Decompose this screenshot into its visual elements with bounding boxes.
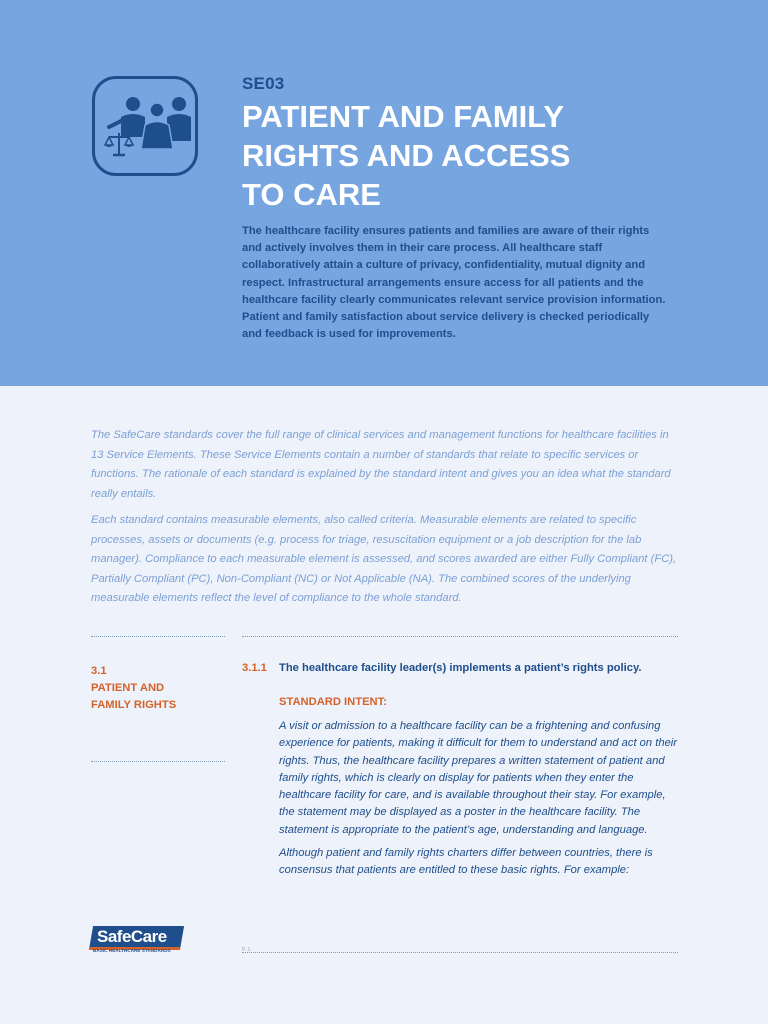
intro-paragraph: The healthcare facility ensures patients and families are aware of their rights and actively involves them in their care process. All healthcare staff collaboratively attain a culture of privacy, confidentiality, mutual dignity and respect. Infrastructural arrangements ensure access for all patients and the healthcare facility clearly communicates relevant service provision information. Patient and family satisfaction about service delivery is checked periodically and feedback is used for improvements.	[242, 225, 666, 341]
header-banner	[0, 0, 768, 386]
logo-subtitle: BASIC HEALTHCARE STANDARDS	[93, 948, 171, 953]
section-number: 3.1	[91, 665, 107, 677]
title-line: RIGHTS AND ACCESS	[242, 138, 571, 173]
intent-paragraph: A visit or admission to a healthcare facility can be a frightening and confusing experience for patients, making it difficult for them to understand and act on their rights. Thus, the healthcare facility prepares a written statement of patient and family rights, which is clearly on display for patients when they enter the healthcare facility for care, and is available throughout their stay. For example, the statement may be displayed as a poster in the healthcare facility. The statement is appropriate to the patient’s age, understanding and language.	[279, 720, 677, 836]
footer-divider	[242, 952, 678, 953]
standard-title: The healthcare facility leader(s) implements a patient’s rights policy.	[279, 662, 642, 674]
standard-intent-body	[279, 718, 679, 886]
divider	[91, 636, 225, 637]
section-heading	[91, 663, 225, 714]
section-title-line: FAMILY RIGHTS	[91, 699, 177, 711]
title-line: TO CARE	[242, 177, 381, 212]
section-title-line: PATIENT AND	[91, 682, 165, 694]
intent-paragraph: Although patient and family rights charters differ between countries, there is consensus that patients are entitled to these basic rights. For example:	[279, 847, 653, 877]
logo-text: SafeCare	[97, 927, 167, 946]
service-element-code: SE03	[242, 74, 285, 93]
people-with-scales-icon	[92, 76, 198, 176]
divider	[242, 636, 678, 637]
standard-number: 3.1.1	[242, 662, 267, 674]
title-line: PATIENT AND FAMILY	[242, 99, 565, 134]
overview-paragraph: Each standard contains measurable elements, also called criteria. Measurable elements are related to specific processes, assets or documents (e.g. process for triage, resuscitation equipment or a job description for the lab manager). Compliance to each measurable element is assessed, and scores awarded are either Fully Compliant (FC), Partially Compliant (PC), Non-Compliant (NC) or Not Applicable (NA). The combined scores of the underlying measurable elements reflect the level of compliance to the whole standard.	[91, 514, 677, 604]
page-title	[242, 97, 702, 214]
divider	[91, 761, 225, 762]
overview-text	[91, 426, 681, 616]
safecare-logo	[91, 926, 185, 956]
overview-paragraph: The SafeCare standards cover the full range of clinical services and management functions for healthcare facilities in 13 Service Elements. These Service Elements contain a number of standards that relate to specific services or functions. The rationale of each standard is explained by the standard intent and gives you an idea what the standard really entails.	[91, 429, 671, 500]
standard-intent-label: STANDARD INTENT:	[279, 696, 387, 708]
page-number: P. 1	[242, 947, 251, 953]
